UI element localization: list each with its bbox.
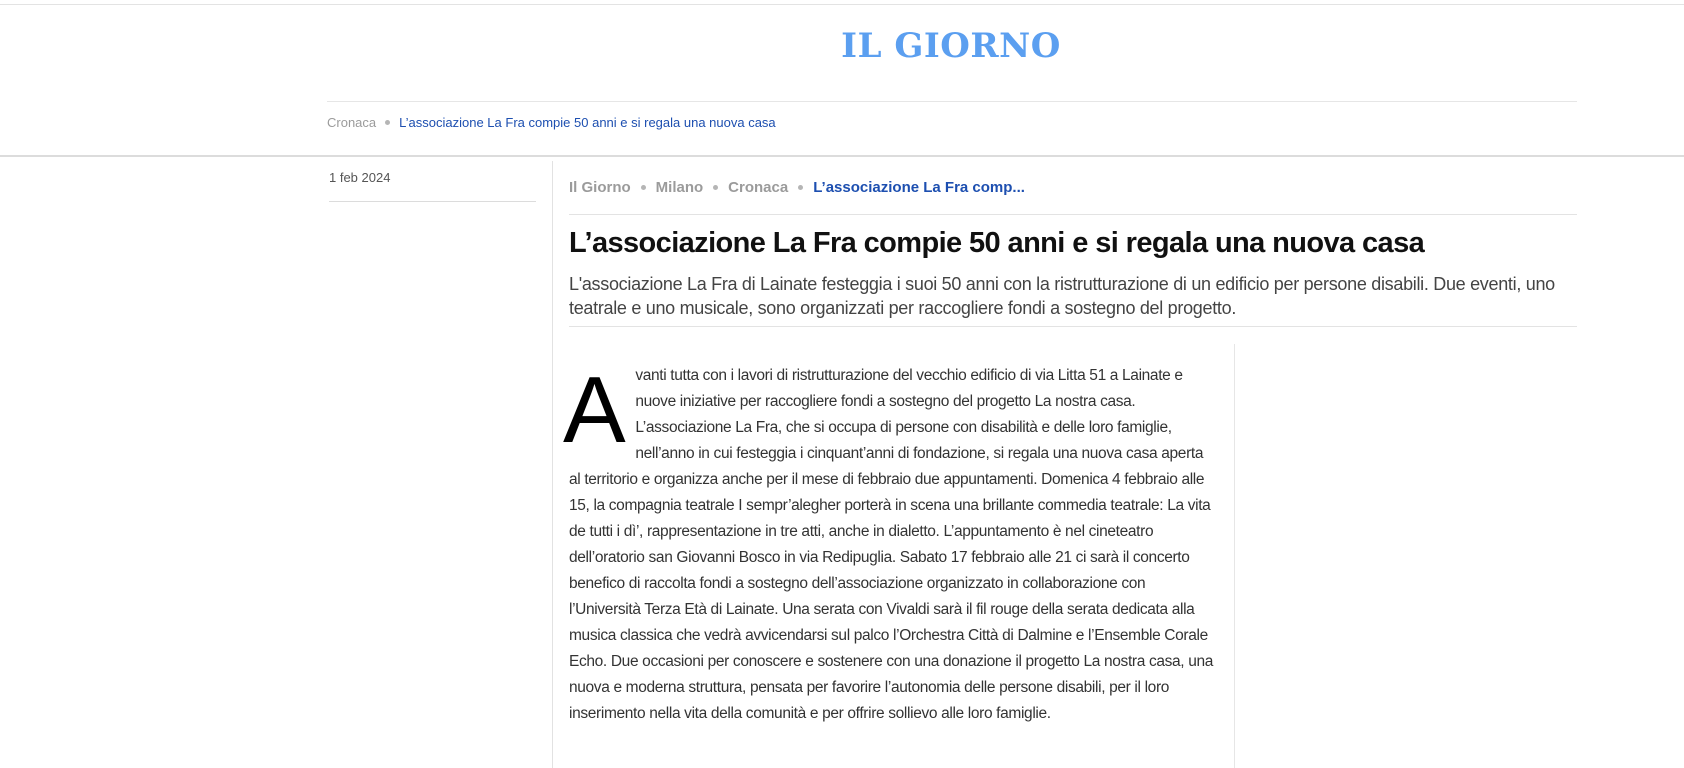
breadcrumb-current: L’associazione La Fra comp... xyxy=(813,179,1025,196)
breadcrumb-link-il-giorno[interactable]: Il Giorno xyxy=(569,179,631,196)
drop-cap: A xyxy=(563,357,626,462)
breadcrumb-link-cronaca[interactable]: Cronaca xyxy=(327,115,377,130)
article-breadcrumb xyxy=(569,177,1025,199)
article-body xyxy=(563,357,1217,727)
breadcrumb-link-milano[interactable]: Milano xyxy=(655,179,704,196)
header-divider xyxy=(327,101,1577,102)
article-top-divider xyxy=(569,214,1577,215)
breadcrumb-separator-dot xyxy=(713,185,718,190)
date-divider xyxy=(329,201,536,202)
article-subtitle: L'associazione La Fra di Lainate festeggia i suoi 50 anni con la ristrutturazione di un edificio per persone disabili. Due eventi, uno teatrale e uno musicale, sono organizzati per raccogliere fondi a sostegno del progetto. xyxy=(569,274,1555,318)
article-title: L’associazione La Fra compie 50 anni e si regala una nuova casa xyxy=(569,227,1425,259)
header-bottom-divider xyxy=(0,155,1684,157)
breadcrumb-separator-dot xyxy=(385,120,390,125)
site-logo[interactable]: IL GIORNO xyxy=(841,26,1061,66)
top-divider xyxy=(0,4,1684,5)
breadcrumb-separator-dot xyxy=(798,185,803,190)
header-breadcrumb xyxy=(327,113,776,133)
subtitle-divider xyxy=(569,326,1577,327)
breadcrumb-link-cronaca[interactable]: Cronaca xyxy=(728,179,789,196)
body-right-divider xyxy=(1234,344,1235,768)
breadcrumb-separator-dot xyxy=(641,185,646,190)
breadcrumb-current: L’associazione La Fra compie 50 anni e si regala una nuova casa xyxy=(399,115,776,130)
publish-date: 1 feb 2024 xyxy=(329,170,391,185)
article-body-text: vanti tutta con i lavori di ristrutturazione del vecchio edificio di via Litta 51 a Lainate e nuove iniziative per raccogliere fondi a sostegno del progetto La nostra casa. L’associazione La Fra, che si occupa di persone con disabilità e delle loro famiglie, nell’anno in cui festeggia i cinquant’anni di fondazione, si regala una nuova casa aperta al territorio e organizza anche per il mese di febbraio due appuntamenti. Domenica 4 febbraio alle 15, la compagnia teatrale I sempr’alegher porterà in scena una brillante commedia teatrale: La vita de tutti i dì’, rappresentazione in tre atti, anche in dialetto. L’appuntamento è nel cineteatro dell’oratorio san Giovanni Bosco in via Redipuglia. Sabato 17 febbraio alle 21 ci sarà il concerto benefico di raccolta fondi a sostegno dell’associazione organizzato in collaborazione con l’Università Terza Età di Lainate. Una serata con Vivaldi sarà il fil rouge della serata dedicata alla musica classica che vedrà avvicendarsi sul palco l’Orchestra Città di Dalmine e l’Ensemble Corale Echo. Due occasioni per conoscere e sostenere con una donazione il progetto La nostra casa, una nuova e moderna struttura, pensata per favorire l’autonomia delle persone disabili, per il loro inserimento nella vita della comunità e per offrire sollievo alle loro famiglie. xyxy=(569,367,1214,722)
column-divider xyxy=(552,161,553,768)
